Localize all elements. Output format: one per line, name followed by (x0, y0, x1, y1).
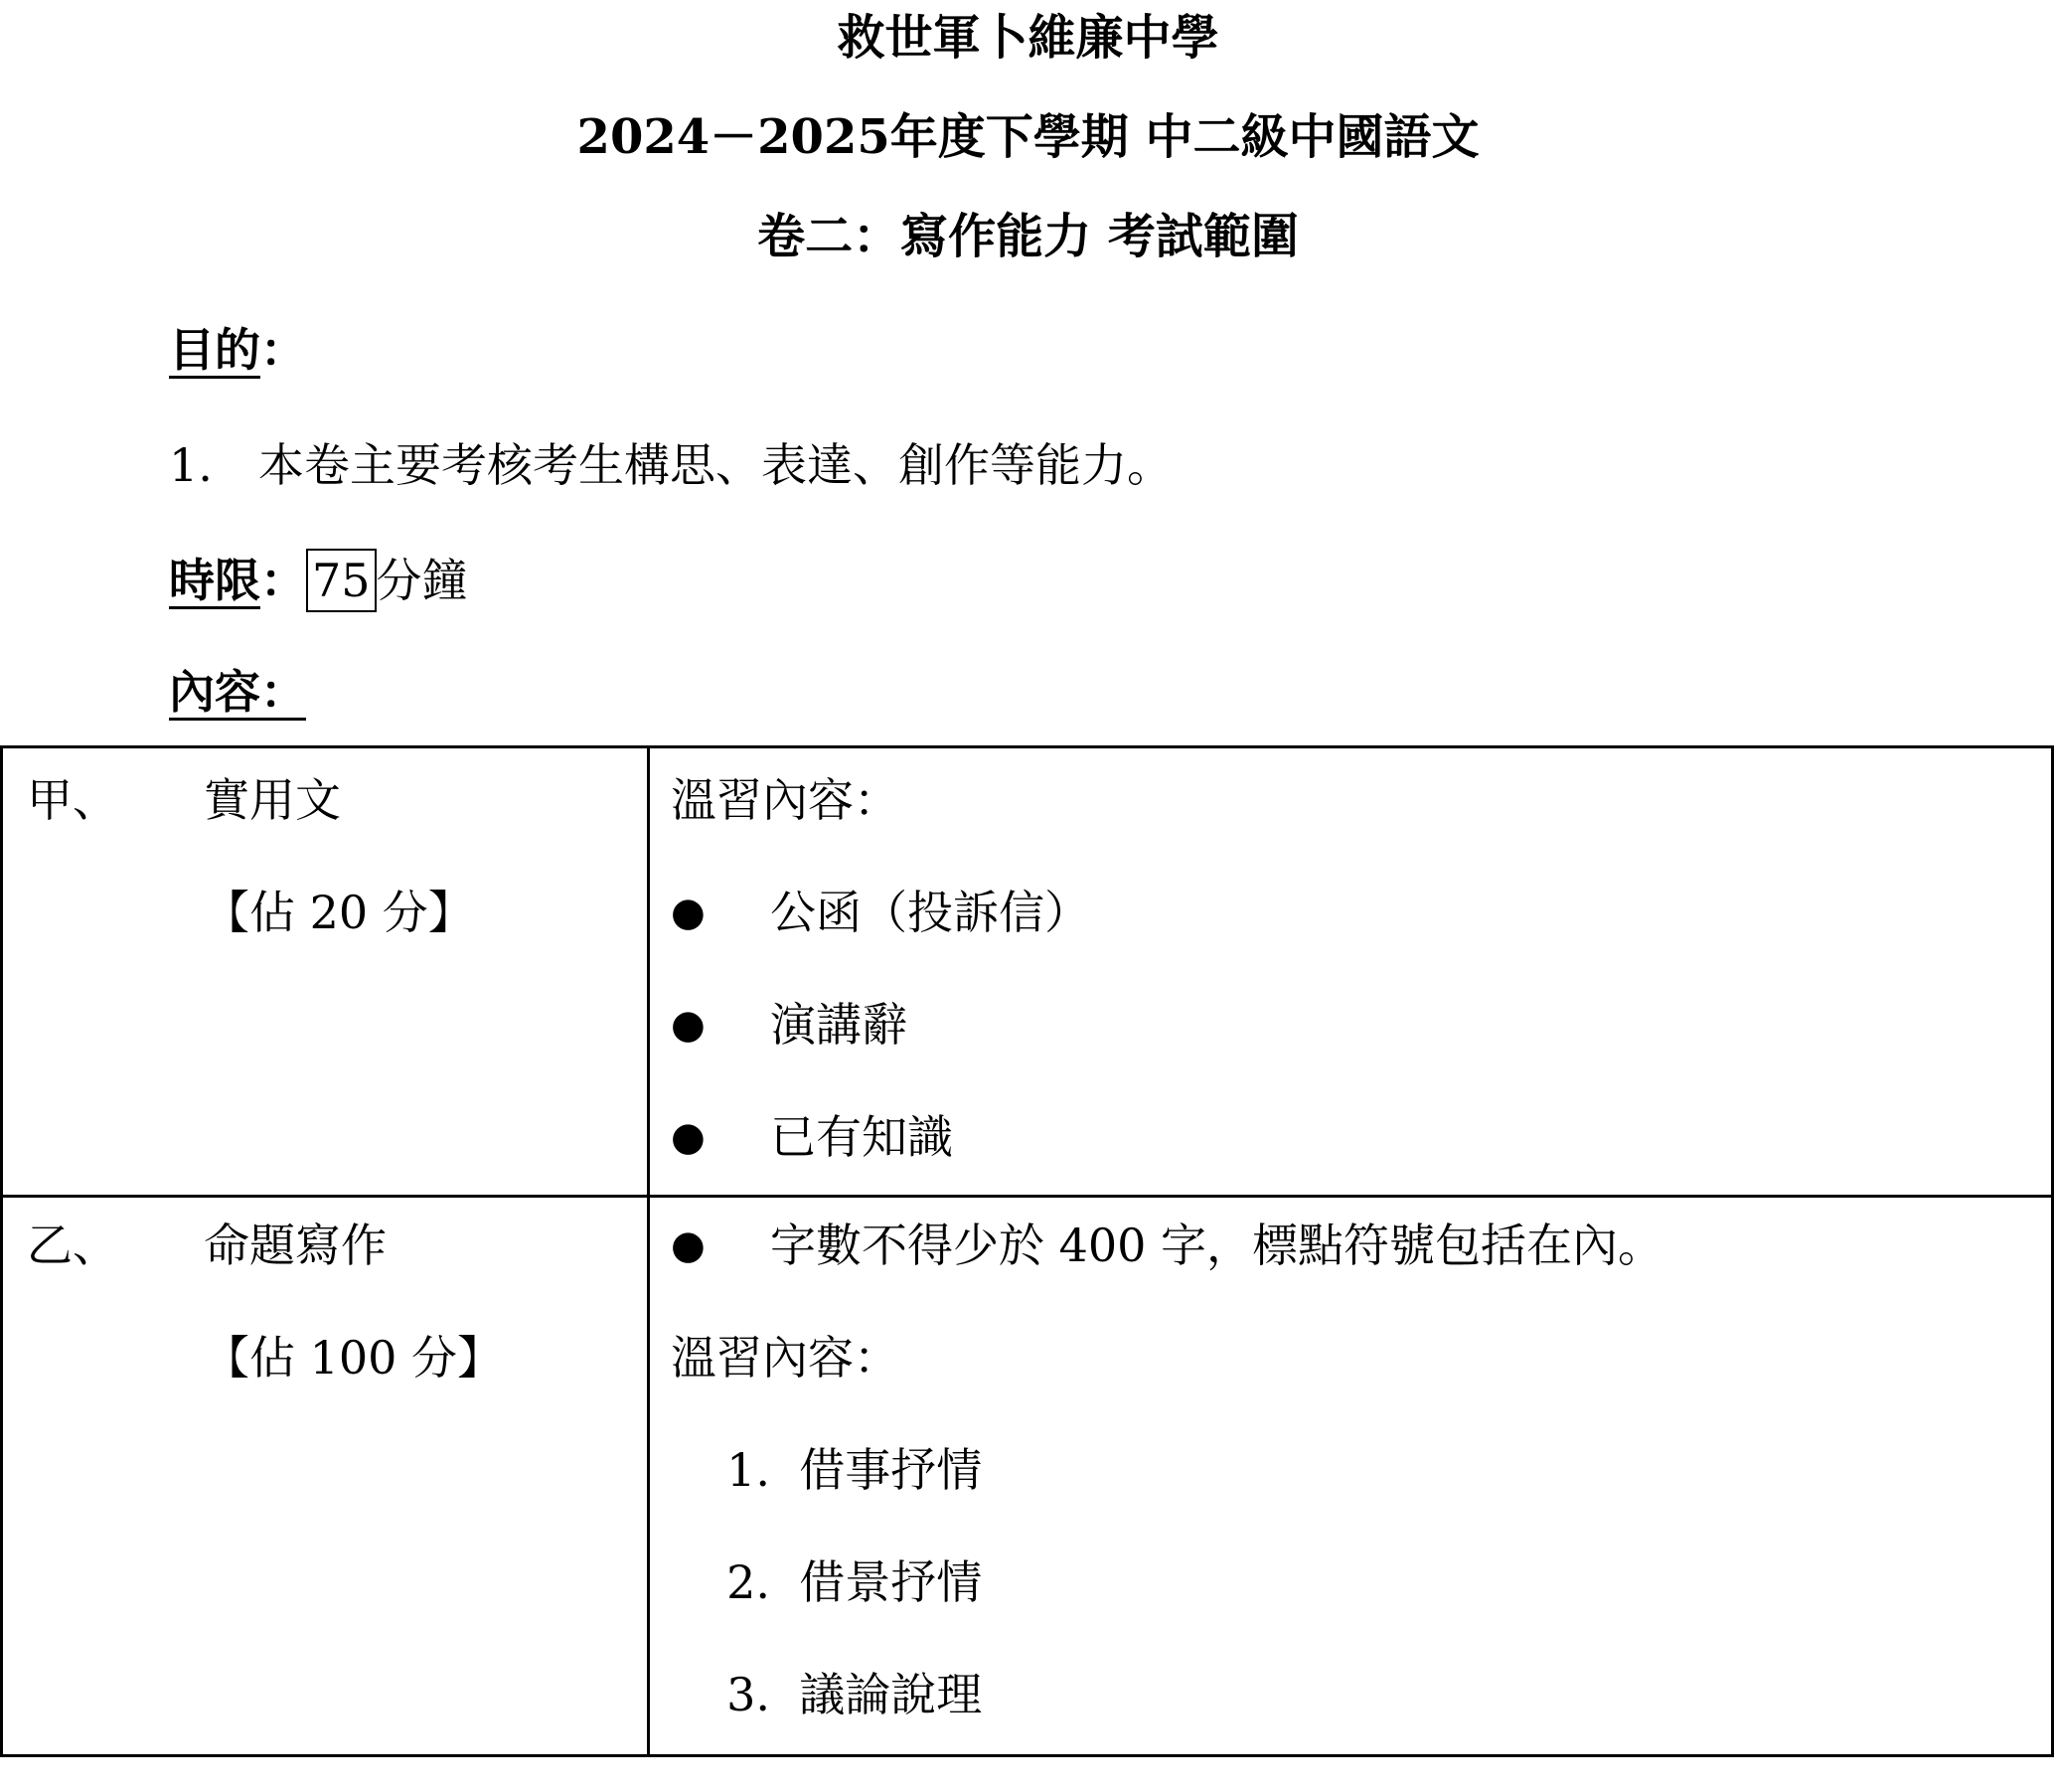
section-b-heading-cell (27, 1216, 503, 1440)
time-limit-value-box: 75 (306, 549, 377, 612)
list-item (671, 1552, 1663, 1665)
column-divider (647, 1198, 650, 1754)
list-item (671, 883, 1090, 995)
section-b-content-cell (671, 1216, 1663, 1777)
section-b-item-number-2: 2. (726, 1555, 770, 1609)
section-a-title: 實用文 (204, 773, 341, 827)
section-a-bullet-2: 演講辭 (770, 998, 907, 1052)
section-b-review-label: 溫習內容： (671, 1331, 899, 1385)
list-item (671, 1665, 1663, 1777)
section-b-item-text-1: 借事抒情 (799, 1443, 983, 1497)
section-b-title-line (27, 1216, 503, 1328)
bullet-icon: ● (671, 1114, 706, 1160)
table-row-practical-writing (3, 748, 2051, 1198)
section-a-title-line (27, 770, 474, 883)
time-limit (169, 549, 468, 612)
purpose-item-text: 本卷主要考核考生構思、表達、創作等能力。 (258, 438, 1173, 492)
purpose-label (169, 320, 306, 380)
section-b-item-number-1: 1. (726, 1443, 770, 1497)
section-b-requirement: 字數不得少於 400 字，標點符號包括在內。 (770, 1219, 1664, 1272)
section-a-mark: 甲、 (27, 773, 118, 827)
bullet-icon: ● (671, 1222, 706, 1268)
exam-term-title: 2024－2025年度下學期 中二級中國語文 (576, 109, 1480, 165)
section-b-item-number-3: 3. (726, 1668, 770, 1721)
purpose-item (169, 435, 1173, 495)
bullet-icon: ● (671, 1002, 706, 1048)
table-row-topic-writing (3, 1198, 2051, 1754)
section-b-item-text-3: 議論說理 (799, 1668, 983, 1721)
exam-scope-table (0, 745, 2054, 1757)
section-a-heading-cell (27, 770, 474, 995)
time-limit-unit: 分鐘 (376, 554, 468, 607)
section-a-content-cell (671, 770, 1090, 1220)
time-limit-colon: ： (260, 554, 306, 607)
section-b-mark: 乙、 (27, 1219, 118, 1272)
time-limit-label: 時限 (169, 554, 260, 607)
list-item (671, 1440, 1663, 1552)
bullet-icon: ● (671, 890, 706, 935)
content-label (169, 662, 306, 722)
purpose-label-text: 目的 (169, 323, 260, 377)
section-a-bullet-3: 已有知識 (770, 1110, 953, 1164)
section-a-bullet-1: 公函（投訴信） (770, 886, 1090, 939)
school-name: 救世軍卜維廉中學 (837, 10, 1219, 66)
section-b-score: 【佔 100 分】 (204, 1331, 504, 1385)
section-a-review-label: 溫習內容： (671, 773, 899, 827)
section-b-item-text-2: 借景抒情 (799, 1555, 983, 1609)
list-item (671, 995, 1090, 1107)
purpose-colon: ： (260, 323, 306, 377)
column-divider (647, 748, 650, 1195)
purpose-item-number: 1. (169, 438, 213, 492)
paper-title: 卷二：寫作能力 考試範圍 (757, 209, 1299, 264)
section-b-title: 命題寫作 (204, 1219, 387, 1272)
list-item (671, 1216, 1663, 1328)
content-label-text: 內容： (169, 665, 306, 719)
section-a-score: 【佔 20 分】 (204, 886, 474, 939)
